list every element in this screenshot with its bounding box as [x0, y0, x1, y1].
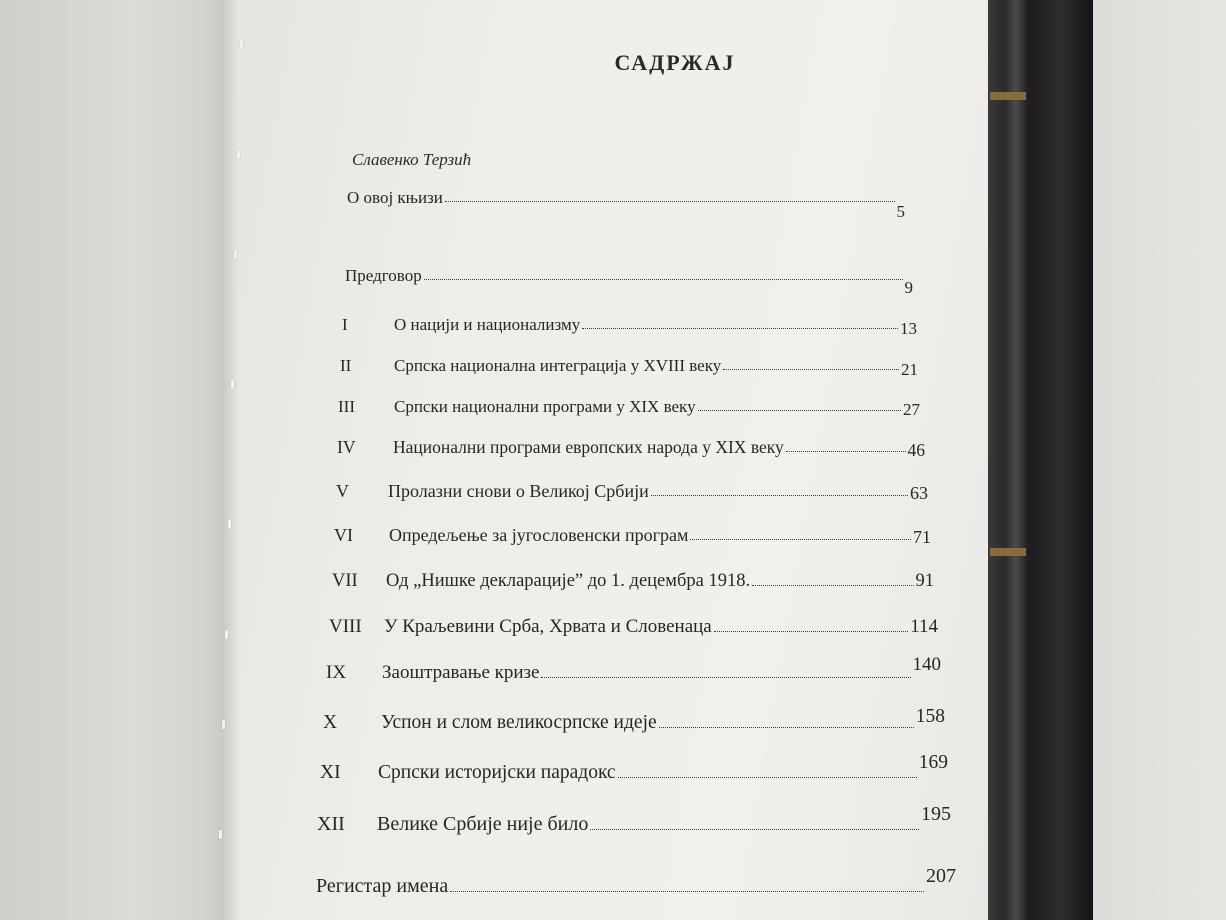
- toc-author: Славенко Терзић: [352, 150, 472, 169]
- toc-leader-dots: [590, 828, 919, 830]
- toc-entry-label: Српски национални програми у XIX веку: [394, 397, 696, 416]
- toc-entry-page: 13: [900, 319, 917, 338]
- binding-stitch: [237, 150, 240, 159]
- toc-entry-page: 91: [915, 571, 934, 591]
- toc-entry-page: 158: [915, 706, 945, 727]
- toc-leader-dots: [618, 776, 917, 778]
- toc-entry-page: 195: [921, 803, 951, 825]
- toc-entry-page: 140: [912, 654, 941, 675]
- toc-entry-label: Национални програми европских народа у XIX веку: [393, 437, 784, 457]
- toc-entry-number: X: [323, 712, 338, 733]
- cover-band-upper: [990, 92, 1026, 100]
- toc-entry-label: Успон и слом великосрпске идеје: [381, 712, 657, 733]
- left-facing-page: [0, 0, 245, 920]
- toc-leader-dots: [786, 450, 906, 452]
- toc-entry: [332, 562, 934, 592]
- binding-stitch: [240, 40, 243, 49]
- toc-entry-number: II: [340, 356, 352, 375]
- toc-entry: [320, 754, 948, 784]
- toc-leader-dots: [714, 630, 908, 632]
- toc-entry: [323, 704, 945, 734]
- toc-entry: [340, 346, 918, 379]
- toc-entry-label: Пролазни снови о Великој Србији: [388, 481, 649, 501]
- binding-stitch: [234, 250, 237, 259]
- toc-leader-dots: [690, 538, 911, 540]
- toc-entry-number: V: [336, 481, 349, 501]
- toc-entry-page: 114: [910, 616, 938, 637]
- toc-entry: [345, 256, 913, 297]
- toc-entry-label: У Краљевини Срба, Хрвата и Словенаца: [384, 616, 712, 637]
- toc-entry-number: IV: [337, 437, 356, 457]
- toc-leader-dots: [450, 890, 924, 892]
- toc-entry: [334, 516, 931, 546]
- toc-entry-page: 46: [907, 440, 925, 460]
- toc-leader-dots: [445, 200, 895, 202]
- toc-entry-page: 9: [904, 278, 913, 297]
- toc-entry: [336, 472, 928, 502]
- binding-stitch: [222, 720, 225, 729]
- toc-entry-label: Заоштравање кризе: [382, 662, 540, 683]
- toc-entry-page: 71: [913, 527, 931, 547]
- toc-entry-page: 63: [910, 483, 928, 503]
- binding-stitch: [231, 380, 234, 389]
- toc-entry: [316, 865, 956, 898]
- toc-leader-dots: [698, 409, 901, 411]
- toc-leader-dots: [424, 278, 903, 280]
- toc-entry-label: Српски историјски парадокс: [378, 762, 616, 783]
- binding-stitch: [228, 520, 231, 529]
- toc-entry-number: VIII: [329, 616, 362, 637]
- toc-leader-dots: [723, 368, 899, 370]
- toc-leader-dots: [651, 494, 908, 496]
- toc-entry-label: Велике Србије није било: [377, 813, 589, 835]
- toc-entry: [342, 305, 917, 338]
- toc-leader-dots: [752, 584, 913, 586]
- toc-entry-page: 169: [918, 752, 948, 773]
- toc-entry-label: Од „Нишке декларације” до 1. децембра 1918.: [386, 571, 751, 591]
- toc-entry: [317, 803, 951, 836]
- toc-entry-label: Српска национална интеграција у XVIII веку: [394, 356, 722, 375]
- toc-entry-label: Предговор: [345, 266, 422, 285]
- toc-entry-page: 27: [903, 400, 920, 419]
- toc-entry-number: III: [338, 397, 355, 416]
- cover-band-lower: [990, 548, 1026, 556]
- toc-entry-number: IX: [326, 662, 347, 683]
- toc-entry-number: XII: [317, 813, 345, 835]
- toc-entry: [329, 608, 938, 638]
- toc-entry-number: XI: [320, 762, 341, 783]
- toc-entry: [337, 428, 925, 458]
- toc-entry-number: VI: [334, 525, 353, 545]
- toc-leader-dots: [582, 327, 898, 329]
- toc-entry-label: О овој књизи: [347, 188, 443, 207]
- binding-stitch: [225, 630, 228, 639]
- toc-leader-dots: [541, 676, 910, 678]
- toc-entry-number: VII: [332, 571, 358, 591]
- toc-entry-label: О нацији и национализму: [394, 315, 581, 334]
- toc-entry-page: 5: [896, 202, 905, 221]
- toc-entry: [338, 387, 920, 417]
- toc-entry: [347, 178, 905, 221]
- toc-entry-number: I: [342, 315, 348, 334]
- toc-entry-page: 21: [901, 360, 918, 379]
- toc-leader-dots: [659, 726, 914, 728]
- toc-entry-page: 207: [926, 865, 956, 887]
- binding-stitch: [219, 830, 222, 839]
- page-title: САДРЖАЈ: [614, 50, 736, 75]
- toc-entry-label: Опредељење за југословенски програм: [389, 525, 689, 545]
- toc-entry-label: Регистар имена: [316, 875, 449, 897]
- book-spine: [1028, 0, 1093, 920]
- table-surface: [1093, 0, 1226, 920]
- book-cover-edge: [988, 0, 1028, 920]
- toc-entry: [326, 654, 941, 684]
